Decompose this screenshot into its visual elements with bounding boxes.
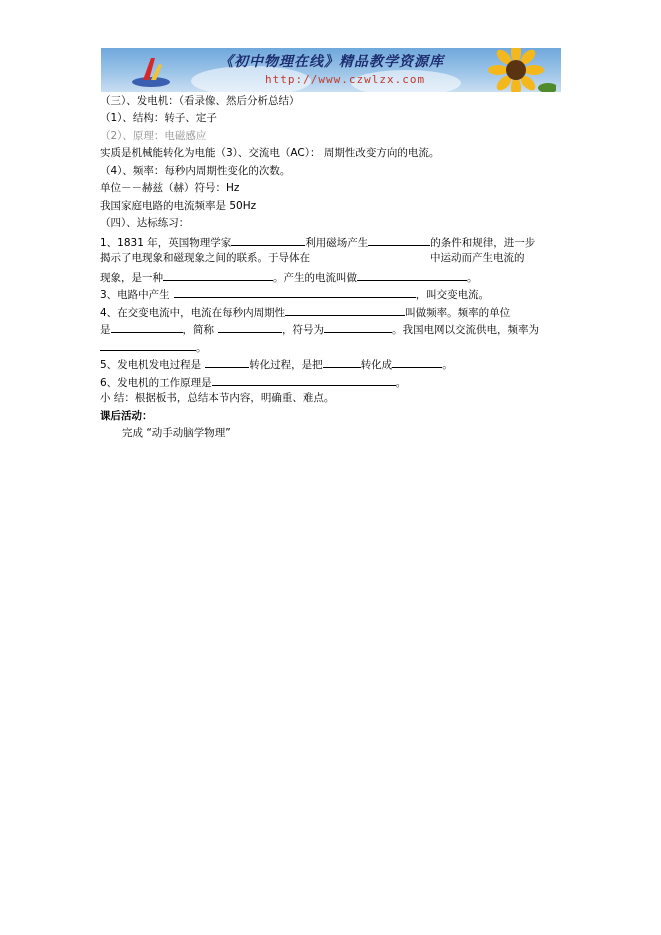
q4-text-d: ，简称 [182, 324, 214, 336]
q1-text-d: 揭示了电现象和磁现象之间的联系。于导体在 [100, 252, 310, 264]
q5-text-c: 转化成 [360, 359, 393, 371]
q1-blank-4[interactable] [357, 269, 467, 281]
sunflower-icon [476, 48, 556, 92]
q1-blank-2[interactable] [368, 234, 430, 246]
q4-blank-4[interactable] [324, 321, 392, 333]
ac-line: 实质是机械能转化为电能（3）、交流电（AC）： 周期性改变方向的电流。 [100, 147, 440, 159]
q4-text-e: ，符号为 [282, 324, 324, 336]
structure-line: （1）、结构：转子、定子 [100, 112, 217, 124]
q4-blank-5[interactable] [100, 339, 196, 351]
q4-text-c: 是 [100, 324, 111, 336]
q1-text-g: 。产生的电流叫做 [273, 272, 357, 284]
q6-blank-1[interactable] [212, 374, 396, 386]
q4-blank-2[interactable] [111, 321, 183, 333]
q5-text-b: 转化过程，是把 [249, 359, 323, 371]
q5-text-d: 。 [442, 359, 453, 371]
question-1-line [100, 234, 535, 250]
unit-line: 单位－－赫兹（赫）符号：Hz [100, 182, 240, 194]
q5-blank-1[interactable] [205, 356, 249, 368]
homework-line: 完成 “动手动脑学物理” [122, 427, 231, 439]
q1-blank-1[interactable] [231, 234, 305, 246]
summary-line: 小 结：根据板书，总结本节内容，明确重、难点。 [100, 392, 335, 404]
logo-icon [131, 54, 171, 88]
q5-blank-2[interactable] [323, 356, 361, 368]
section-4-heading: （四）、达标练习： [100, 217, 190, 229]
question-1-line-2 [100, 251, 525, 265]
q4-text-a: 4、在交变电流中，电流在每秒内周期性 [100, 307, 286, 319]
question-4-line-3 [100, 339, 207, 355]
q6-text-b: 。 [395, 377, 407, 389]
q4-text-b: 叫做频率。频率的单位 [405, 307, 511, 319]
household-frequency-line: 我国家庭电路的电流频率是 50Hz [100, 200, 257, 212]
header-banner [101, 48, 561, 92]
question-3-line [100, 286, 489, 302]
q6-text-a: 6、发电机的工作原理是 [100, 377, 212, 389]
q5-blank-3[interactable] [392, 356, 442, 368]
q5-text-a: 5、发电机发电过程是 [100, 359, 202, 371]
after-class-heading: 课后活动： [100, 410, 153, 422]
q4-text-f: 。我国电网以交流供电，频率为 [392, 324, 539, 336]
principle-line: （2）、原理：电磁感应 [100, 130, 207, 142]
banner-title: 《初中物理在线》精品教学资源库 [219, 54, 444, 70]
question-1-line-3 [100, 269, 478, 285]
q4-text-g: 。 [196, 342, 207, 354]
q3-text-a: 3、电路中产生 [100, 289, 170, 301]
q1-text-c: 的条件和规律，进一步 [430, 237, 536, 249]
question-4-line-2 [100, 321, 539, 337]
frequency-line: （4）、频率：每秒内周期性变化的次数。 [100, 165, 291, 177]
q3-blank-1[interactable] [174, 286, 416, 298]
q4-blank-3[interactable] [218, 321, 282, 333]
q1-text-a: 1、1831 年，英国物理学家 [100, 237, 232, 249]
q4-blank-1[interactable] [285, 304, 405, 316]
banner-url: http://www.czwlzx.com [265, 73, 426, 86]
section-3-heading: （三）、发电机：（看录像、然后分析总结） [100, 95, 300, 107]
q1-text-e: 中运动而产生电流的 [430, 252, 525, 264]
q1-text-b: 利用磁场产生 [305, 237, 369, 249]
question-5-line [100, 356, 453, 372]
question-6-line [100, 374, 406, 390]
question-4-line [100, 304, 510, 320]
q1-text-f: 现象，是一种 [100, 272, 163, 284]
q3-text-b: ，叫交变电流。 [415, 289, 490, 301]
q1-text-h: 。 [467, 272, 478, 284]
q1-blank-3[interactable] [163, 269, 273, 281]
